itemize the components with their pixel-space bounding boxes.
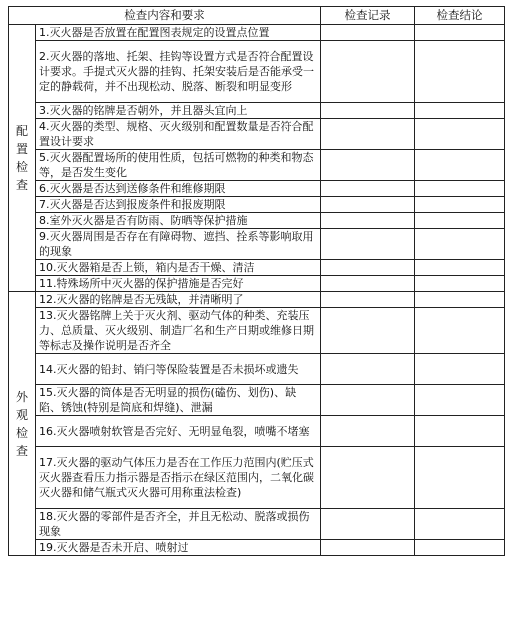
table-row [9,540,505,556]
record-cell[interactable] [321,308,415,354]
item-text: 7.灭火器是否达到报废条件和报废期限 [36,197,321,213]
table-row [9,150,505,181]
category-cell-config [9,25,36,292]
header-record: 检查记录 [321,7,415,25]
record-cell[interactable] [321,260,415,276]
item-text: 5.灭火器配置场所的使用性质，包括可燃物的种类和物态等，是否发生变化 [36,150,321,181]
table-row [9,41,505,103]
record-cell[interactable] [321,119,415,150]
record-cell[interactable] [321,447,415,509]
table-row [9,260,505,276]
record-cell[interactable] [321,25,415,41]
item-text: 2.灭火器的落地、托架、挂钩等设置方式是否符合配置设计要求。手提式灭火器的挂钩、托架安装后是否能承受一定的静载荷，并不出现松动、脱落、断裂和明显变形 [36,41,321,103]
header-row [9,7,505,25]
conclusion-cell[interactable] [415,260,505,276]
item-text: 9.灭火器周围是否存在有障碍物、遮挡、拴系等影响取用的现象 [36,229,321,260]
conclusion-cell[interactable] [415,103,505,119]
table-row [9,119,505,150]
table-row [9,447,505,509]
record-cell[interactable] [321,385,415,416]
category-cell-appearance [9,292,36,556]
record-cell[interactable] [321,103,415,119]
table-row [9,276,505,292]
header-content: 检查内容和要求 [9,7,321,25]
item-text: 16.灭火器喷射软管是否完好、无明显龟裂，喷嘴不堵塞 [36,416,321,447]
record-cell[interactable] [321,41,415,103]
conclusion-cell[interactable] [415,181,505,197]
conclusion-cell[interactable] [415,385,505,416]
conclusion-cell[interactable] [415,509,505,540]
table-row [9,308,505,354]
record-cell[interactable] [321,150,415,181]
record-cell[interactable] [321,354,415,385]
record-cell[interactable] [321,292,415,308]
item-text: 8.室外灭火器是否有防雨、防晒等保护措施 [36,213,321,229]
conclusion-cell[interactable] [415,292,505,308]
inspection-table [8,6,505,556]
table-row [9,354,505,385]
header-conclusion: 检查结论 [415,7,505,25]
conclusion-cell[interactable] [415,41,505,103]
table-row [9,213,505,229]
item-text: 10.灭火器箱是否上锁，箱内是否干燥、清洁 [36,260,321,276]
table-row [9,229,505,260]
record-cell[interactable] [321,181,415,197]
table-row [9,103,505,119]
conclusion-cell[interactable] [415,354,505,385]
conclusion-cell[interactable] [415,150,505,181]
table-row [9,385,505,416]
conclusion-cell[interactable] [415,25,505,41]
item-text: 3.灭火器的铭牌是否朝外，并且器头宜向上 [36,103,321,119]
item-text: 15.灭火器的筒体是否无明显的损伤(磕伤、划伤)、缺陷、锈蚀(特别是筒底和焊缝)、泄漏 [36,385,321,416]
record-cell[interactable] [321,509,415,540]
item-text: 4.灭火器的类型、规格、灭火级别和配置数量是否符合配置设计要求 [36,119,321,150]
item-text: 19.灭火器是否未开启、喷射过 [36,540,321,556]
conclusion-cell[interactable] [415,416,505,447]
record-cell[interactable] [321,229,415,260]
item-text: 11.特殊场所中灭火器的保护措施是否完好 [36,276,321,292]
record-cell[interactable] [321,197,415,213]
conclusion-cell[interactable] [415,119,505,150]
item-text: 1.灭火器是否放置在配置图表规定的设置点位置 [36,25,321,41]
inspection-sheet [8,6,504,556]
category-label: 配置检查 [15,124,28,192]
table-row [9,25,505,41]
table-row [9,197,505,213]
table-row [9,416,505,447]
table-row [9,292,505,308]
table-row [9,509,505,540]
item-text: 18.灭火器的零部件是否齐全，并且无松动、脱落或损伤现象 [36,509,321,540]
conclusion-cell[interactable] [415,197,505,213]
record-cell[interactable] [321,416,415,447]
conclusion-cell[interactable] [415,229,505,260]
conclusion-cell[interactable] [415,308,505,354]
table-row [9,181,505,197]
category-label: 外观检查 [15,389,28,458]
conclusion-cell[interactable] [415,213,505,229]
item-text: 13.灭火器铭牌上关于灭火剂、驱动气体的种类、充装压力、总质量、灭火级别、制造厂名和生产日期或维修日期等标志及操作说明是否齐全 [36,308,321,354]
record-cell[interactable] [321,213,415,229]
conclusion-cell[interactable] [415,447,505,509]
item-text: 17.灭火器的驱动气体压力是否在工作压力范围内(贮压式灭火器查看压力指示器是否指示在绿区范围内，二氧化碳灭火器和储气瓶式灭火器可用称重法检查) [36,447,321,509]
conclusion-cell[interactable] [415,276,505,292]
record-cell[interactable] [321,276,415,292]
item-text: 6.灭火器是否达到送修条件和维修期限 [36,181,321,197]
conclusion-cell[interactable] [415,540,505,556]
record-cell[interactable] [321,540,415,556]
item-text: 14.灭火器的铅封、销闩等保险装置是否未损坏或遗失 [36,354,321,385]
item-text: 12.灭火器的铭牌是否无残缺，并清晰明了 [36,292,321,308]
